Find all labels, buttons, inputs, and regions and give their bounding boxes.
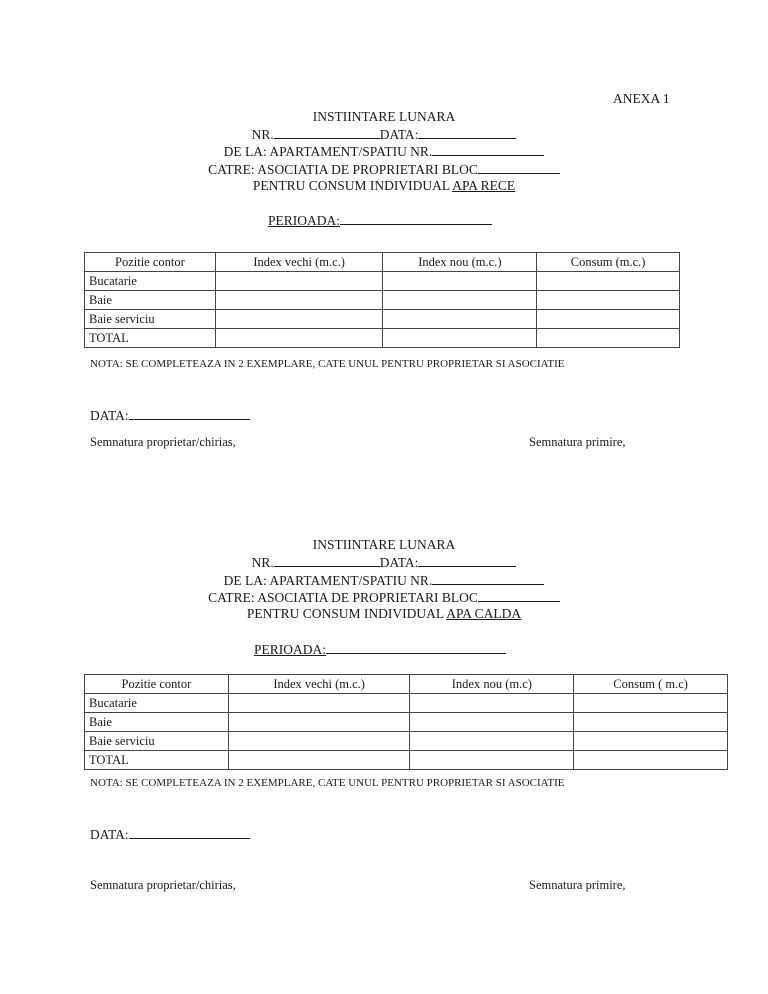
note: NOTA: SE COMPLETEAZA IN 2 EXEMPLARE, CATE UNUL PENTRU PROPRIETAR SI ASOCIATIE — [90, 777, 565, 789]
period-field[interactable] — [326, 641, 506, 654]
date-label: DATA: — [90, 408, 129, 423]
header-consumption: Consum ( m.c) — [574, 675, 728, 694]
data-label: DATA: — [379, 127, 419, 142]
consumption-prefix: PENTRU CONSUM INDIVIDUAL — [252, 178, 450, 193]
row-label: Bucatarie — [85, 694, 229, 713]
consumption-cell[interactable] — [574, 713, 728, 732]
signature-receipt: Semnatura primire, — [529, 878, 626, 892]
consumption-cell[interactable] — [537, 291, 680, 310]
from-label: DE LA: APARTAMENT/SPATIU NR. — [223, 144, 433, 159]
date-line — [90, 826, 250, 843]
consumption-type: APA CALDA — [446, 606, 522, 621]
consumption-line — [0, 178, 768, 194]
to-label: CATRE: ASOCIATIA DE PROPRIETARI BLOC — [208, 162, 478, 177]
consumption-cell[interactable] — [574, 694, 728, 713]
nr-label: NR. — [251, 127, 274, 142]
new-index-cell[interactable] — [410, 732, 574, 751]
data-field[interactable] — [418, 126, 516, 139]
new-index-cell[interactable] — [410, 713, 574, 732]
table-header-row — [85, 675, 728, 694]
row-label: Baie — [85, 291, 216, 310]
table-row — [85, 329, 680, 348]
old-index-cell[interactable] — [228, 713, 410, 732]
new-index-cell[interactable] — [383, 291, 537, 310]
date-field[interactable] — [129, 826, 250, 839]
header-old-index: Index vechi (m.c.) — [215, 253, 383, 272]
row-label: Baie serviciu — [85, 732, 229, 751]
header-position: Pozitie contor — [85, 675, 229, 694]
header-new-index: Index nou (m.c) — [410, 675, 574, 694]
signature-owner: Semnatura proprietar/chirias, — [90, 435, 236, 449]
nr-data-line — [0, 126, 768, 143]
from-label: DE LA: APARTAMENT/SPATIU NR. — [223, 573, 433, 588]
new-index-cell[interactable] — [383, 272, 537, 291]
consumption-type: APA RECE — [452, 178, 516, 193]
date-line — [90, 407, 250, 424]
nr-label: NR. — [251, 555, 274, 570]
nr-field[interactable] — [274, 554, 380, 567]
consumption-line — [0, 606, 768, 622]
date-label: DATA: — [90, 827, 129, 842]
table-row — [85, 751, 728, 770]
to-label: CATRE: ASOCIATIA DE PROPRIETARI BLOC — [208, 590, 478, 605]
table-row — [85, 713, 728, 732]
annex-label: ANEXA 1 — [613, 91, 670, 106]
table-row — [85, 272, 680, 291]
table-row — [85, 310, 680, 329]
form-title: INSTIINTARE LUNARA — [312, 537, 456, 552]
period-label: PERIOADA: — [254, 642, 327, 657]
row-label: Baie serviciu — [85, 310, 216, 329]
period-field[interactable] — [340, 212, 492, 225]
row-label: Baie — [85, 713, 229, 732]
nr-field[interactable] — [274, 126, 380, 139]
header-old-index: Index vechi (m.c.) — [228, 675, 410, 694]
table-row — [85, 732, 728, 751]
old-index-cell[interactable] — [228, 732, 410, 751]
old-index-cell[interactable] — [228, 694, 410, 713]
bloc-field[interactable] — [478, 589, 560, 602]
apartment-field[interactable] — [432, 572, 544, 585]
to-line — [0, 161, 768, 178]
consumption-cell[interactable] — [574, 751, 728, 770]
old-index-cell[interactable] — [215, 272, 383, 291]
header-new-index: Index nou (m.c.) — [383, 253, 537, 272]
new-index-cell[interactable] — [383, 310, 537, 329]
old-index-cell[interactable] — [228, 751, 410, 770]
old-index-cell[interactable] — [215, 291, 383, 310]
consumption-cell[interactable] — [537, 329, 680, 348]
to-line — [0, 589, 768, 606]
consumption-cell[interactable] — [574, 732, 728, 751]
consumption-cell[interactable] — [537, 272, 680, 291]
nr-data-line — [0, 554, 768, 571]
header-consumption: Consum (m.c.) — [537, 253, 680, 272]
period-label: PERIOADA: — [268, 213, 341, 228]
apartment-field[interactable] — [432, 143, 544, 156]
period-line — [268, 212, 492, 229]
row-label: Bucatarie — [85, 272, 216, 291]
signature-receipt: Semnatura primire, — [529, 435, 626, 449]
table-row — [85, 694, 728, 713]
note: NOTA: SE COMPLETEAZA IN 2 EXEMPLARE, CATE UNUL PENTRU PROPRIETAR SI ASOCIATIE — [90, 358, 565, 370]
header-position: Pozitie contor — [85, 253, 216, 272]
consumption-prefix: PENTRU CONSUM INDIVIDUAL — [246, 606, 444, 621]
consumption-cell[interactable] — [537, 310, 680, 329]
new-index-cell[interactable] — [410, 694, 574, 713]
period-line — [254, 641, 506, 658]
meter-table — [84, 674, 728, 770]
table-header-row — [85, 253, 680, 272]
data-field[interactable] — [418, 554, 516, 567]
row-label: TOTAL — [85, 751, 229, 770]
form-title: INSTIINTARE LUNARA — [312, 109, 456, 124]
signature-owner: Semnatura proprietar/chirias, — [90, 878, 236, 892]
bloc-field[interactable] — [478, 161, 560, 174]
data-label: DATA: — [379, 555, 419, 570]
table-row — [85, 291, 680, 310]
meter-table — [84, 252, 680, 348]
from-line — [0, 572, 768, 589]
old-index-cell[interactable] — [215, 329, 383, 348]
new-index-cell[interactable] — [383, 329, 537, 348]
new-index-cell[interactable] — [410, 751, 574, 770]
old-index-cell[interactable] — [215, 310, 383, 329]
date-field[interactable] — [129, 407, 250, 420]
from-line — [0, 143, 768, 160]
row-label: TOTAL — [85, 329, 216, 348]
